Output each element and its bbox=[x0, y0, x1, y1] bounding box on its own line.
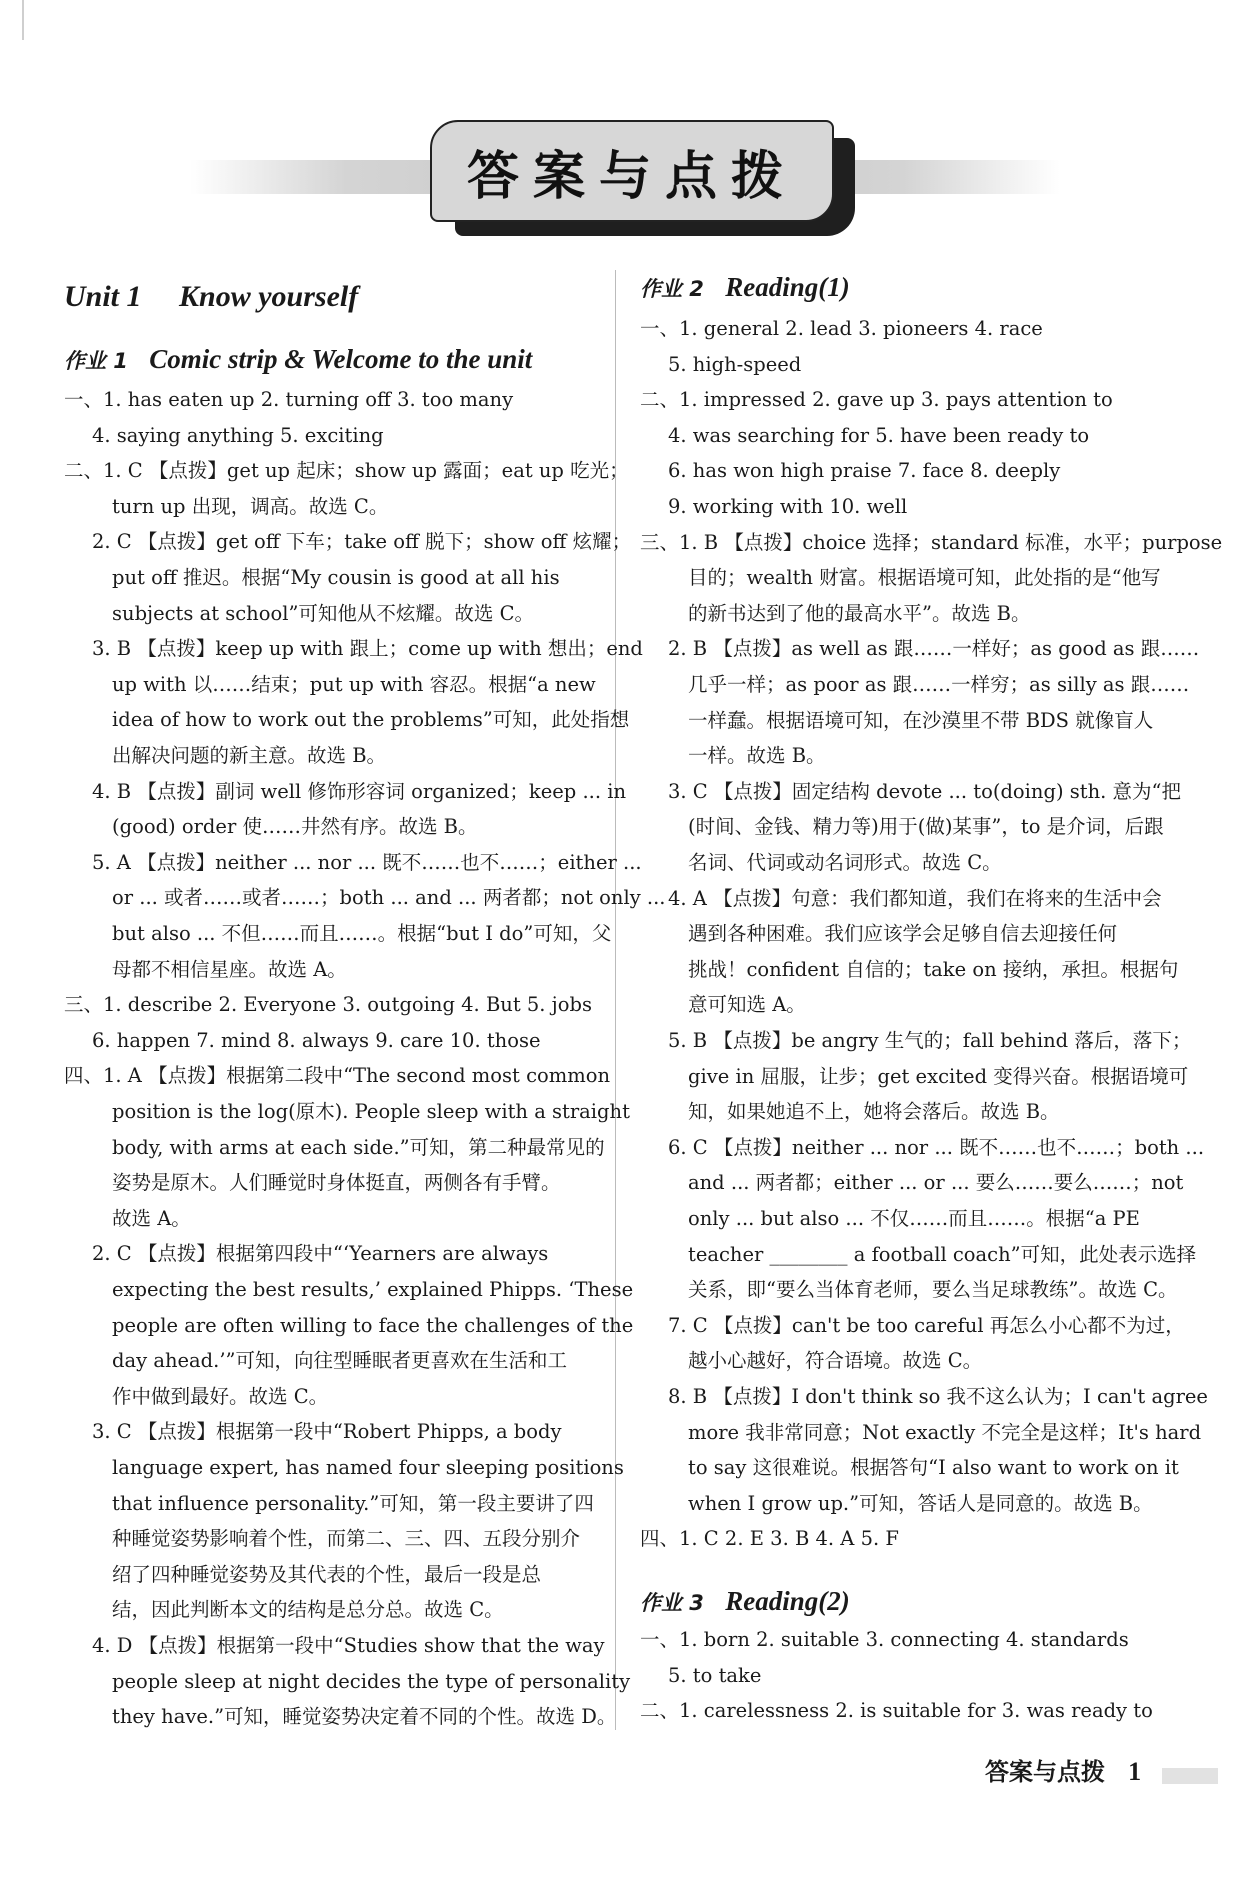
answer-line: 5. to take bbox=[668, 1663, 762, 1687]
homework-title: Comic strip & Welcome to the unit bbox=[149, 344, 533, 374]
answer-line: 5. high-speed bbox=[668, 352, 802, 376]
answer-line: 的新书达到了他的最高水平”。故选 B。 bbox=[688, 601, 1031, 625]
answer-line: subjects at school”可知他从不炫耀。故选 C。 bbox=[112, 601, 535, 625]
answer-line: give in 屈服，让步；get excited 变得兴奋。根据语境可 bbox=[688, 1064, 1189, 1088]
answer-line: 5. A 【点拨】neither ... nor ... 既不……也不……；either ... bbox=[92, 850, 642, 874]
answer-line: to say 这很难说。根据答句“I also want to work on it bbox=[688, 1456, 1179, 1480]
footer-title: 答案与点拨 bbox=[985, 1758, 1105, 1786]
answer-line: turn up 出现，调高。故选 C。 bbox=[112, 494, 389, 518]
answer-line: only ... but also ... 不仅……而且……。根据“a PE bbox=[688, 1207, 1140, 1230]
answer-line: 一、1. born 2. suitable 3. connecting 4. standards bbox=[640, 1628, 1129, 1651]
page-title: 答案与点拨 bbox=[466, 146, 797, 207]
answer-line: 遇到各种困难。我们应该学会足够自信去迎接任何 bbox=[688, 922, 1118, 946]
banner-title-box bbox=[430, 120, 834, 222]
header-banner bbox=[190, 146, 1060, 207]
answer-line: 6. happen 7. mind 8. always 9. care 10. those bbox=[92, 1028, 541, 1052]
answer-line: 6. C 【点拨】neither ... nor ... 既不……也不……；both ... bbox=[668, 1135, 1205, 1159]
page-footer bbox=[985, 1752, 1218, 1787]
homework-tag: 作业 2 bbox=[640, 277, 704, 301]
column-divider bbox=[615, 270, 616, 1730]
answer-line: 一样。故选 B。 bbox=[688, 744, 826, 768]
answer-line: 意可知选 A。 bbox=[688, 993, 806, 1017]
answer-line: 9. working with 10. well bbox=[668, 495, 908, 518]
answer-line: 故选 A。 bbox=[112, 1206, 191, 1230]
answer-line: 6. has won high praise 7. face 8. deeply bbox=[668, 459, 1061, 483]
answer-line: 种睡觉姿势影响着个性，而第二、三、四、五段分别介 bbox=[112, 1527, 581, 1551]
unit-label: Unit 1 bbox=[64, 280, 142, 313]
answer-line: 5. B 【点拨】be angry 生气的；fall behind 落后，落下； bbox=[668, 1029, 1192, 1052]
answer-line: 作中做到最好。故选 C。 bbox=[112, 1384, 329, 1408]
answer-line: language expert, has named four sleeping positions bbox=[112, 1456, 624, 1479]
homework-tag: 作业 1 bbox=[64, 349, 128, 373]
answer-line: 4. saying anything 5. exciting bbox=[92, 423, 384, 447]
answer-line: people sleep at night decides the type of personality bbox=[112, 1669, 631, 1693]
answer-line: 二、1. carelessness 2. is suitable for 3. was ready to bbox=[640, 1699, 1153, 1723]
answer-line: 一、1. has eaten up 2. turning off 3. too many bbox=[64, 388, 514, 411]
answer-line: 三、1. B 【点拨】choice 选择；standard 标准，水平；purpose bbox=[640, 530, 1223, 554]
homework-title: Reading(2) bbox=[725, 1586, 850, 1616]
answer-line: 母都不相信星座。故选 A。 bbox=[112, 957, 347, 981]
homework-1-heading bbox=[64, 344, 532, 375]
answer-line: 8. B 【点拨】I don't think so 我不这么认为；I can't agree bbox=[668, 1385, 1208, 1408]
answer-line: 三、1. describe 2. Everyone 3. outgoing 4. But 5. jobs bbox=[64, 993, 592, 1017]
answer-line: (时间、金钱、精力等)用于(做)某事”，to 是介词，后跟 bbox=[688, 815, 1164, 839]
answer-line: people are often willing to face the challenges of the bbox=[112, 1313, 634, 1337]
answer-line: 关系，即“要么当体育老师，要么当足球教练”。故选 C。 bbox=[688, 1278, 1178, 1302]
unit-heading bbox=[64, 280, 358, 314]
answer-line: 结，因此判断本文的结构是总分总。故选 C。 bbox=[112, 1598, 504, 1622]
answer-line: 2. B 【点拨】as well as 跟……一样好；as good as 跟…… bbox=[668, 637, 1200, 661]
answer-line: put off 推迟。根据“My cousin is good at all his bbox=[112, 566, 560, 589]
answer-line: but also ... 不但……而且……。根据“but I do”可知，父 bbox=[112, 922, 612, 945]
answer-line: or ... 或者……或者……；both ... and ... 两者都；not only ... bbox=[112, 886, 666, 910]
answer-line: day ahead.’”可知，向往型睡眠者更喜欢在生活和工 bbox=[112, 1349, 568, 1373]
answer-line: 4. was searching for 5. have been ready to bbox=[668, 423, 1090, 447]
answer-line: 绍了四种睡觉姿势及其代表的个性，最后一段是总 bbox=[112, 1562, 542, 1586]
answer-line: 7. C 【点拨】can't be too careful 再怎么小心都不为过， bbox=[668, 1313, 1185, 1337]
page-edge-mark bbox=[22, 0, 24, 40]
answer-line: 姿势是原木。人们睡觉时身体挺直，两侧各有手臂。 bbox=[112, 1171, 561, 1195]
answer-line: (good) order 使……井然有序。故选 B。 bbox=[112, 815, 478, 839]
answer-line: 2. C 【点拨】get off 下车；take off 脱下；show off 炫耀； bbox=[92, 530, 632, 554]
answer-line: 越小心越好，符合语境。故选 C。 bbox=[688, 1349, 983, 1373]
answer-line: 四、1. C 2. E 3. B 4. A 5. F bbox=[640, 1527, 899, 1551]
answer-line: teacher ________ a football coach”可知，此处表示选择 bbox=[688, 1242, 1197, 1266]
page-number: 1 bbox=[1128, 1757, 1142, 1786]
homework-2-heading bbox=[640, 272, 850, 303]
answer-line: they have.”可知，睡觉姿势决定着不同的个性。故选 D。 bbox=[112, 1705, 617, 1729]
answer-line: up with 以……结束；put up with 容忍。根据“a new bbox=[112, 672, 596, 696]
answer-line: expecting the best results,’ explained Phipps. ‘These bbox=[112, 1278, 634, 1301]
answer-line: 二、1. C 【点拨】get up 起床；show up 露面；eat up 吃光； bbox=[64, 459, 629, 483]
answer-line: 3. C 【点拨】根据第一段中“Robert Phipps, a body bbox=[92, 1420, 562, 1444]
answer-line: 挑战！confident 自信的；take on 接纳，承担。根据句 bbox=[688, 957, 1179, 981]
answer-line: 四、1. A 【点拨】根据第二段中“The second most common bbox=[64, 1064, 611, 1088]
footer-tab bbox=[1162, 1768, 1218, 1784]
answer-line: that influence personality.”可知，第一段主要讲了四 bbox=[112, 1491, 594, 1515]
answer-line: 名词、代词或动名词形式。故选 C。 bbox=[688, 851, 1002, 874]
homework-title: Reading(1) bbox=[725, 272, 850, 302]
answer-line: 一、1. general 2. lead 3. pioneers 4. race bbox=[640, 317, 1043, 340]
answer-line: body, with arms at each side.”可知，第二种最常见的 bbox=[112, 1135, 605, 1159]
answer-line: 4. A 【点拨】句意：我们都知道，我们在将来的生活中会 bbox=[668, 886, 1162, 910]
answer-line: 二、1. impressed 2. gave up 3. pays attention to bbox=[640, 388, 1113, 412]
unit-name: Know yourself bbox=[179, 280, 359, 313]
answer-line: 4. D 【点拨】根据第一段中“Studies show that the way bbox=[92, 1634, 605, 1657]
answer-line: and ... 两者都；either ... or ... 要么……要么……；not bbox=[688, 1171, 1184, 1195]
answer-line: when I grow up.”可知，答话人是同意的。故选 B。 bbox=[688, 1491, 1153, 1515]
answer-line: 目的；wealth 财富。根据语境可知，此处指的是“他写 bbox=[688, 566, 1161, 590]
answer-line: idea of how to work out the problems”可知，此处指想 bbox=[112, 708, 630, 732]
answer-line: position is the log(原木). People sleep with a straight bbox=[112, 1100, 630, 1123]
answer-line: 出解决问题的新主意。故选 B。 bbox=[112, 744, 387, 767]
answer-line: 知，如果她追不上，她将会落后。故选 B。 bbox=[688, 1100, 1060, 1124]
homework-3-heading bbox=[640, 1586, 850, 1617]
answer-line: 一样蠢。根据语境可知，在沙漠里不带 BDS 就像盲人 bbox=[688, 708, 1154, 732]
answer-line: more 我非常同意；Not exactly 不完全是这样；It's hard bbox=[688, 1420, 1202, 1444]
answer-line: 几乎一样；as poor as 跟……一样穷；as silly as 跟…… bbox=[688, 673, 1190, 696]
answer-line: 4. B 【点拨】副词 well 修饰形容词 organized；keep ... in bbox=[92, 779, 627, 803]
answer-line: 3. B 【点拨】keep up with 跟上；come up with 想出；end bbox=[92, 637, 643, 661]
answer-line: 3. C 【点拨】固定结构 devote ... to(doing) sth. 意为“把 bbox=[668, 779, 1182, 803]
answer-line: 2. C 【点拨】根据第四段中“‘Yearners are always bbox=[92, 1242, 549, 1266]
homework-tag: 作业 3 bbox=[640, 1591, 704, 1615]
